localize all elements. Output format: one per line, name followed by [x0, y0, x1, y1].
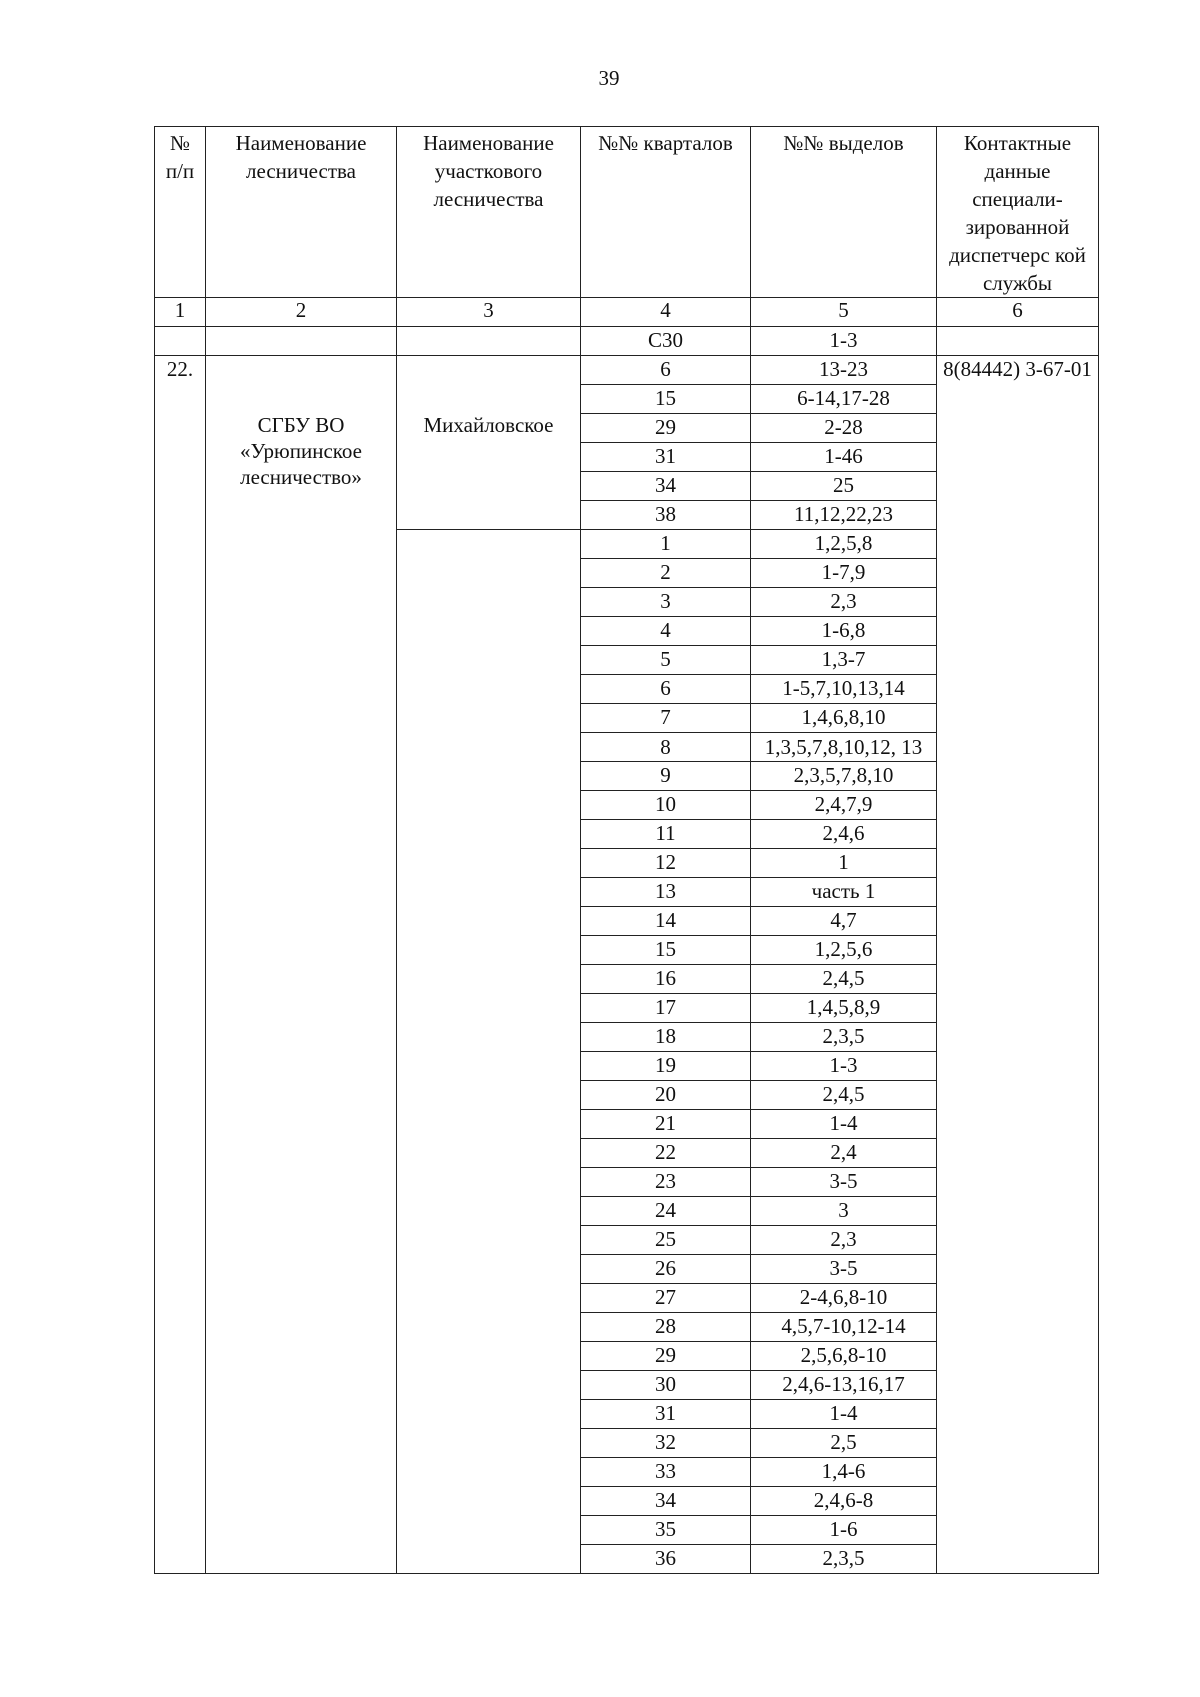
vydel-cell: 2,4,7,9 — [751, 791, 937, 820]
kvartal-cell: 7 — [581, 704, 751, 733]
vydel-cell: 2-28 — [751, 414, 937, 443]
vydel-cell: 1,2,5,8 — [751, 530, 937, 559]
vydel-cell: 3 — [751, 1197, 937, 1226]
column-number: 3 — [397, 298, 581, 327]
kvartal-cell: 12 — [581, 849, 751, 878]
kvartal-cell: 28 — [581, 1313, 751, 1342]
column-numbers-row — [155, 298, 1099, 327]
kvartal-cell: 22 — [581, 1139, 751, 1168]
column-number: 4 — [581, 298, 751, 327]
kvartal-cell: 11 — [581, 820, 751, 849]
kvartal-cell: 21 — [581, 1110, 751, 1139]
vydel-cell: 4,5,7-10,12-14 — [751, 1313, 937, 1342]
kvartal-cell: 32 — [581, 1429, 751, 1458]
vydel-cell: 1 — [751, 849, 937, 878]
vydel-cell: 1-3 — [751, 1052, 937, 1081]
kvartal-cell: 20 — [581, 1081, 751, 1110]
vydel-cell: 1,3-7 — [751, 646, 937, 675]
kvartal-cell: 31 — [581, 443, 751, 472]
vydel-cell: 1,4,6,8,10 — [751, 704, 937, 733]
header-cell-subforestry: Наименование участкового лесничества — [397, 127, 581, 298]
forestry-name-cell — [206, 356, 397, 1574]
entry-number-cell: 22. — [155, 356, 206, 1574]
vydel-cell: 3-5 — [751, 1255, 937, 1284]
forestry-table — [154, 126, 1099, 1574]
subforestry-name: Михайловское — [423, 413, 554, 437]
vydel-cell: 11,12,22,23 — [751, 501, 937, 530]
vydel-cell: 1-3 — [751, 327, 937, 356]
kvartal-cell: 5 — [581, 646, 751, 675]
empty-cell — [397, 327, 581, 356]
vydel-cell: 2,3 — [751, 588, 937, 617]
kvartal-cell: 13 — [581, 878, 751, 907]
vydel-cell: 1,2,5,6 — [751, 936, 937, 965]
kvartal-cell: 25 — [581, 1226, 751, 1255]
kvartal-cell: 34 — [581, 472, 751, 501]
kvartal-cell: 34 — [581, 1487, 751, 1516]
column-number: 6 — [937, 298, 1099, 327]
vydel-cell: часть 1 — [751, 878, 937, 907]
vydel-cell: 2,4,6 — [751, 820, 937, 849]
vydel-cell: 1,4-6 — [751, 1458, 937, 1487]
vydel-cell: 3-5 — [751, 1168, 937, 1197]
vydel-cell: 2,5 — [751, 1429, 937, 1458]
vydel-cell: 2,4 — [751, 1139, 937, 1168]
kvartal-cell: 33 — [581, 1458, 751, 1487]
kvartal-cell: 8 — [581, 733, 751, 762]
kvartal-cell: 29 — [581, 1342, 751, 1371]
header-cell-vydel: №№ выделов — [751, 127, 937, 298]
kvartal-cell: 31 — [581, 1400, 751, 1429]
vydel-cell: 2,5,6,8-10 — [751, 1342, 937, 1371]
kvartal-cell: 15 — [581, 385, 751, 414]
vydel-cell: 2,3,5 — [751, 1023, 937, 1052]
kvartal-cell: 30 — [581, 1371, 751, 1400]
column-number: 2 — [206, 298, 397, 327]
subforestry-name-cell — [397, 356, 581, 530]
kvartal-cell: 18 — [581, 1023, 751, 1052]
vydel-cell: 1-4 — [751, 1110, 937, 1139]
table-body — [155, 127, 1099, 1574]
vydel-cell: 6-14,17-28 — [751, 385, 937, 414]
vydel-cell: 4,7 — [751, 907, 937, 936]
header-cell-kvartal: №№ кварталов — [581, 127, 751, 298]
contact-cell: 8(84442) 3-67-01 — [937, 356, 1099, 1574]
vydel-cell: 2,4,6-8 — [751, 1487, 937, 1516]
subforestry-empty-cell — [397, 530, 581, 1574]
kvartal-cell: 17 — [581, 994, 751, 1023]
empty-cell — [206, 327, 397, 356]
kvartal-cell: 23 — [581, 1168, 751, 1197]
vydel-cell: 2,4,5 — [751, 965, 937, 994]
continuation-row — [155, 327, 1099, 356]
kvartal-cell: 15 — [581, 936, 751, 965]
column-number: 5 — [751, 298, 937, 327]
kvartal-cell: 2 — [581, 559, 751, 588]
vydel-cell: 1-7,9 — [751, 559, 937, 588]
column-number: 1 — [155, 298, 206, 327]
vydel-cell: 2,4,5 — [751, 1081, 937, 1110]
vydel-cell: 1-5,7,10,13,14 — [751, 675, 937, 704]
kvartal-cell: 4 — [581, 617, 751, 646]
vydel-cell: 1-6 — [751, 1516, 937, 1545]
kvartal-cell: 1 — [581, 530, 751, 559]
empty-cell — [937, 327, 1099, 356]
kvartal-cell: 9 — [581, 762, 751, 791]
vydel-cell: 1-46 — [751, 443, 937, 472]
vydel-cell: 1-6,8 — [751, 617, 937, 646]
forestry-name: СГБУ ВО «Урюпинское лесничество» — [240, 413, 362, 489]
vydel-cell: 1,3,5,7,8,10,12, 13 — [751, 733, 937, 762]
header-row — [155, 127, 1099, 298]
empty-cell — [155, 327, 206, 356]
vydel-cell: 13-23 — [751, 356, 937, 385]
table-row — [155, 356, 1099, 385]
header-cell-number: № п/п — [155, 127, 206, 298]
kvartal-cell: 27 — [581, 1284, 751, 1313]
header-cell-contact: Контактные данные специали-зированной диспетчерс кой службы — [937, 127, 1099, 298]
vydel-cell: 1-4 — [751, 1400, 937, 1429]
vydel-cell: 2-4,6,8-10 — [751, 1284, 937, 1313]
vydel-cell: 2,3 — [751, 1226, 937, 1255]
kvartal-cell: 14 — [581, 907, 751, 936]
kvartal-cell: 35 — [581, 1516, 751, 1545]
kvartal-cell: 24 — [581, 1197, 751, 1226]
kvartal-cell: 26 — [581, 1255, 751, 1284]
vydel-cell: 25 — [751, 472, 937, 501]
kvartal-cell: 19 — [581, 1052, 751, 1081]
kvartal-cell: 6 — [581, 356, 751, 385]
kvartal-cell: 29 — [581, 414, 751, 443]
vydel-cell: 2,3,5 — [751, 1545, 937, 1574]
kvartal-cell: 6 — [581, 675, 751, 704]
header-cell-forestry: Наименование лесничества — [206, 127, 397, 298]
kvartal-cell: 3 — [581, 588, 751, 617]
page-number: 39 — [598, 66, 620, 90]
vydel-cell: 1,4,5,8,9 — [751, 994, 937, 1023]
kvartal-cell: 10 — [581, 791, 751, 820]
kvartal-cell: 16 — [581, 965, 751, 994]
vydel-cell: 2,3,5,7,8,10 — [751, 762, 937, 791]
kvartal-cell: 36 — [581, 1545, 751, 1574]
kvartal-cell: 38 — [581, 501, 751, 530]
kvartal-cell: С30 — [581, 327, 751, 356]
vydel-cell: 2,4,6-13,16,17 — [751, 1371, 937, 1400]
